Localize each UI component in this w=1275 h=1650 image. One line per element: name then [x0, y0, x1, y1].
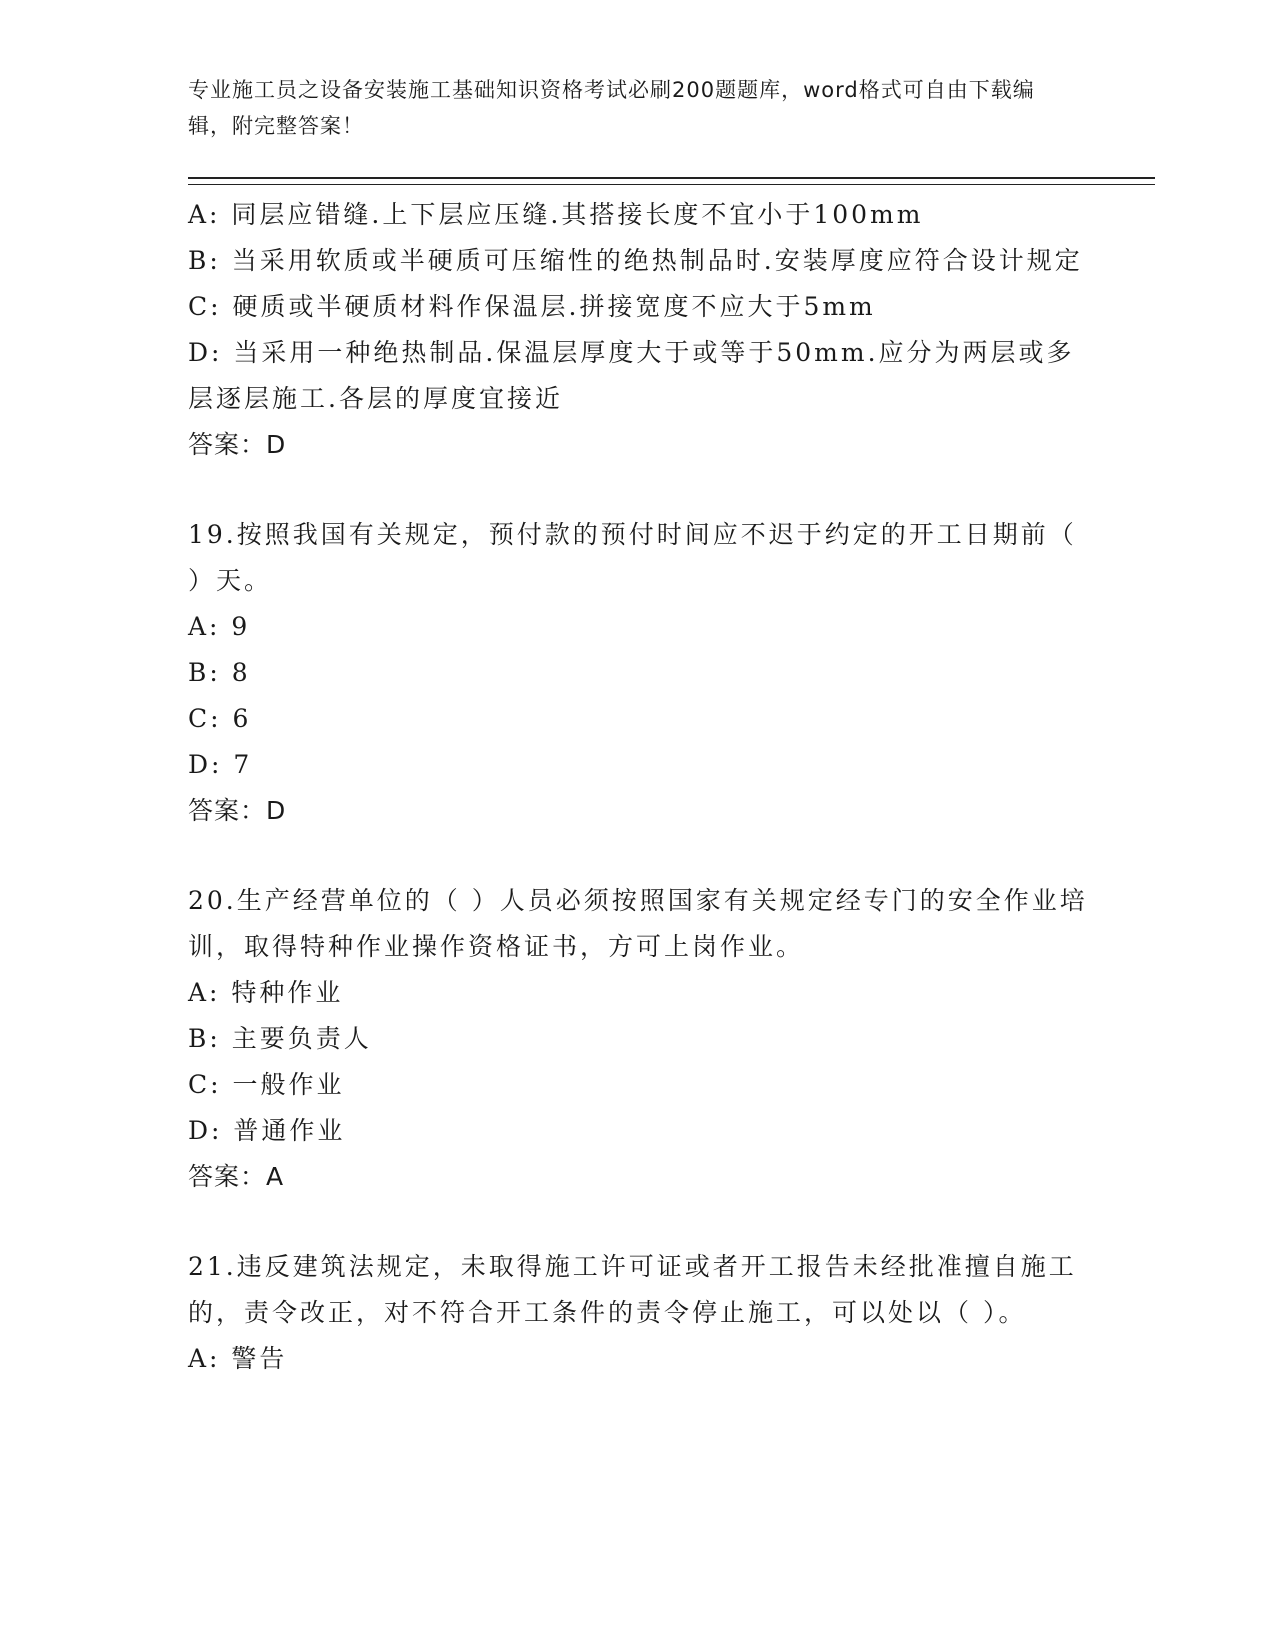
option-d: D: 当采用一种绝热制品.保温层厚度大于或等于50mm.应分为两层或多层逐层施工.各层的厚度宜接近	[188, 338, 1075, 413]
question-20-block	[188, 878, 1088, 1200]
question-content	[188, 192, 1088, 1382]
question-gap	[188, 834, 1088, 878]
option-a: A: 9	[188, 612, 251, 641]
option-b: B: 当采用软质或半硬质可压缩性的绝热制品时.安装厚度应符合设计规定	[188, 246, 1083, 275]
answer-label: 答案：A	[188, 1162, 285, 1191]
answer-label: 答案：D	[188, 430, 287, 459]
option-c: C: 6	[188, 704, 252, 733]
header-divider-thin	[188, 184, 1155, 185]
question-21-block	[188, 1244, 1088, 1382]
question-stem: 21.违反建筑法规定，未取得施工许可证或者开工报告未经批准擅自施工的，责令改正，对不符合开工条件的责令停止施工，可以处以（ ）。	[188, 1252, 1077, 1327]
page-header: 专业施工员之设备安装施工基础知识资格考试必刷200题题库，word格式可自由下载编辑，附完整答案！	[188, 78, 1035, 138]
option-c: C: 一般作业	[188, 1070, 345, 1099]
question-stem: 20.生产经营单位的（ ）人员必须按照国家有关规定经专门的安全作业培训，取得特种作业操作资格证书，方可上岗作业。	[188, 886, 1088, 961]
option-b: B: 主要负责人	[188, 1024, 372, 1053]
answer-label: 答案：D	[188, 796, 287, 825]
option-d: D: 普通作业	[188, 1116, 346, 1145]
question-19-block	[188, 512, 1088, 834]
option-a: A: 特种作业	[188, 978, 344, 1007]
question-gap	[188, 1200, 1088, 1244]
option-a: A: 同层应错缝.上下层应压缝.其搭接长度不宜小于100mm	[188, 200, 924, 229]
option-a: A: 警告	[188, 1344, 288, 1373]
option-b: B: 8	[188, 658, 251, 687]
option-d: D: 7	[188, 750, 253, 779]
header-divider-thick	[188, 177, 1155, 179]
option-c: C: 硬质或半硬质材料作保温层.拼接宽度不应大于5mm	[188, 292, 876, 321]
question-18-block	[188, 192, 1088, 468]
question-gap	[188, 468, 1088, 512]
question-stem: 19.按照我国有关规定，预付款的预付时间应不迟于约定的开工日期前（ ）天。	[188, 520, 1077, 595]
